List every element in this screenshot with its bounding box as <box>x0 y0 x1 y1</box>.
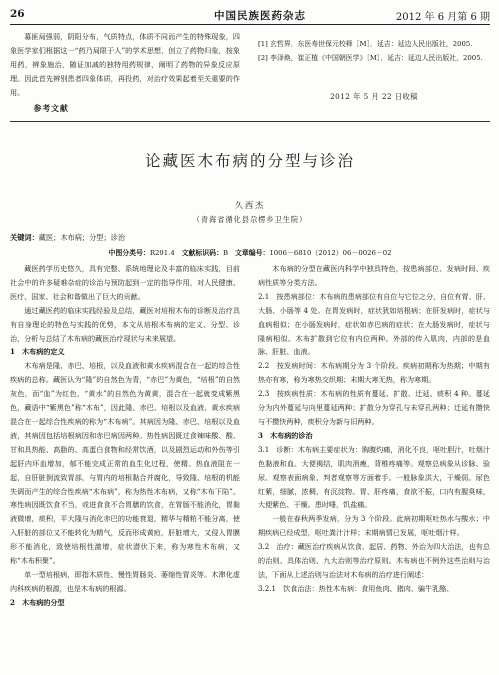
class-value: R291.4 <box>149 249 175 257</box>
keywords-value: 藏医；木布病；分型；诊治 <box>38 233 126 242</box>
keywords-line <box>10 233 490 243</box>
article-id-label: 文章编号： <box>234 249 270 257</box>
body-paragraph: 单一型培根病，即指木质性、慢性胃肠炎、萎缩性胃炎等。木滞化虚内科疾病的根源，也是木布病的根源。 <box>10 569 240 593</box>
article-id-value: 1006－6810（2012）06－0026－02 <box>269 249 392 257</box>
body-paragraph: 一般在春秋两季发病，分为 3 个阶段。此病初期呕吐热水与酸水；中期疾病已经成型，呕吐粪汁汁样；末期病情已发展，呕吐烟汁样。 <box>258 514 490 538</box>
reference-item: [2] 李泽焕，崔正植《中国朝医学》［M］．延吉：延边人民出版社，2005. <box>258 53 483 62</box>
body-paragraph: 3.2 治疗：藏医治疗疾病从饮食、起居、药物、外治为四大治法，也有总的治则、具体治则、九大治则等治疗原则。木布病也不例外这些治则与治法，下面从上述治则与治法对木布病的治疗进行阐述： <box>258 542 490 579</box>
reference-item: [1] 玄哲界．东医寿世保元校释［M］．延吉：延边人民出版社，2005. <box>258 40 473 48</box>
right-column <box>258 262 490 672</box>
page-number: 26 <box>10 8 25 20</box>
references-list <box>258 38 490 65</box>
running-header <box>10 8 490 24</box>
journal-name: 中国民族医药杂志 <box>214 10 306 22</box>
body-paragraph: 3.2.1 饮食治法：热性木布病：食用鱼肉、猪肉、骗牛乳酪、 <box>258 583 454 593</box>
author-affiliation: （青海省循化县尕楞乡卫生院） <box>192 215 308 224</box>
keywords-label: 关键词： <box>10 233 39 242</box>
prev-article-text <box>10 30 240 102</box>
body-paragraph: 通过藏医药的临床实践经验及总结，藏医对培根木布的诊断及治疗具有自身理论的特色与实践的优势，本文从培根木布病的定义、分型、诊治，分析与总结了木布病的藏医治疗现状与未来展望。 <box>10 305 240 343</box>
classification-line <box>10 247 490 257</box>
body-paragraph: 2.3 按疾病性质：木布病的性质有蔓延、扩散、迁延、痰积 4 种。蔓延分为内外蔓延与向里蔓延两种；扩散分为穿孔与未穿孔两种；迁延有攒快与不攒快两种，痰积分为新与旧两种。 <box>258 389 490 426</box>
section-heading: 3 木布病的诊治 <box>258 430 313 440</box>
prev-article-paragraph: 募匪局强弱，阴阳分布，气质特点，体质不同而产生的特殊现象，四象医学家们根据这一“药乃局限于人”的学术思想，创立了药物归象，按象用药，辨象施治，随证加减的独特用药规律，阐明了药物的异象反应原理。因此首先辨别患者四象体质，再投药，对治疗效果起着至关重要的作用。 <box>10 32 240 97</box>
issue-info: 2012 年 6 月第 6 期 <box>395 12 490 23</box>
doc-code-label: 文献标识码： <box>181 249 223 257</box>
section-heading: 2 木布病的分型 <box>10 597 65 607</box>
body-paragraph: 3.1 诊断：木布病主要症状为：胸腹灼痛，消化不良，呕吐胆汁，吐烟汁色黏液和血、大便褐结，肌肉消瘦，背椎疼痛等。观察总病象从诊脉、验尿、观察表面病象、判者观察等方面着手。一般脉象洪大，干燥弱。尿色红紫，细腻，浓稠，有沉淀物。胃、肝疼痛，食欲不振，口内有腥臭味，大便紫色、干燥。患时唾，饥盐痛。 <box>258 444 490 510</box>
section-divider <box>10 121 490 122</box>
received-date: 2012 年 5 月 22 日收稿 <box>330 92 418 101</box>
header-rule <box>10 24 490 25</box>
section-heading: 1 木布病的定义 <box>10 347 65 357</box>
class-label: 中图分类号： <box>108 249 150 257</box>
body-paragraph: 藏医药学历史悠久，具有完整、系统地理论及丰富的临床实践，目前社会中的许多疑难杂症的诊治与预防起到一定的指导作用，对人民健康、医疗、国家、社会和谐做出了巨大的贡献。 <box>10 264 240 301</box>
body-paragraph: 木布病的分型在藏医内科学中独具特色，按患病部位、发病时间、疾病性质等分类方法。 <box>258 264 490 287</box>
body-paragraph: 2.1 按患病部位：木布病的患病部位有自位与它位之分，自位有胃、肝、大肠、小肠等 4 处。在胃发病时，症状犹如培根病；在肝发病时，症状与血病相似；在小肠发病时，症状如赤巴病的症状；在大肠发病时，症状与隆病相似。木布扩散到它位有内位两种。外部的传入肌肉，内部的是血脉、肝脏、血液。 <box>258 291 490 357</box>
left-column <box>10 262 240 672</box>
article-author: 久西杰 <box>234 200 266 210</box>
article-title: 论藏医木布病的分型与诊治 <box>144 152 355 170</box>
doc-code-value: B <box>222 249 229 257</box>
references-heading: 参考文献 <box>33 104 69 113</box>
body-paragraph: 木布病是隆、赤巴、培根，以及血液和黄水疾病混合在一起的综合性疾病的总称。藏医认为“隆”的自然色为青，“赤巴”为黄色，“培根”的自然灰色，而“血”为红色，“黄水”的自然色为黄黄，混合在一起就变成紫黑色，藏语中“紫黑色”称“木布”，因此隆、赤巴、培根以及血液、黄水疾病混合在一起综合性疾病的称为“木布病”。其病因为隆、赤巴、培根以及血液，其病因包括培根病因和赤巴病因两种。热性病因既过食辣味酸、酸、甘和具热能、高脂的、高蛋白食物和经常饮酒，以及剧烈运动和外伤等引起肝内坏血增加，郁不能完成正常的血生化过程，使精、热血液阻在一起，自肝脏倒流致胃部，与胃内的培根黏合并腐化，导致隆、培根的机能失调而产生的综合性疾病“木布病”，称为热性木布病，又称“木布下陷”。寒性病因既饮食不当，或进食食不合胃膳的饮食，在胃肠不能消化，胃黏液微增，痰积，平大隆与消化赤巴的功能衰退，精华与精粕不能分离，使入肝脏的部位又不能转化为精气，反而形成黄疸，肝脏增大，又侵入胃膜形不能消化，致使培根性激增，症状潜伏下来，称为寒性木布病，又称“木布积聚”。 <box>10 361 240 566</box>
body-paragraph: 2.2 按发病时间：木布病期分为 3 个阶段。疾病初期称为热期；中期有热亦有寒，称为寒热交织期；末期大寒无热，称为寒期。 <box>258 361 490 385</box>
